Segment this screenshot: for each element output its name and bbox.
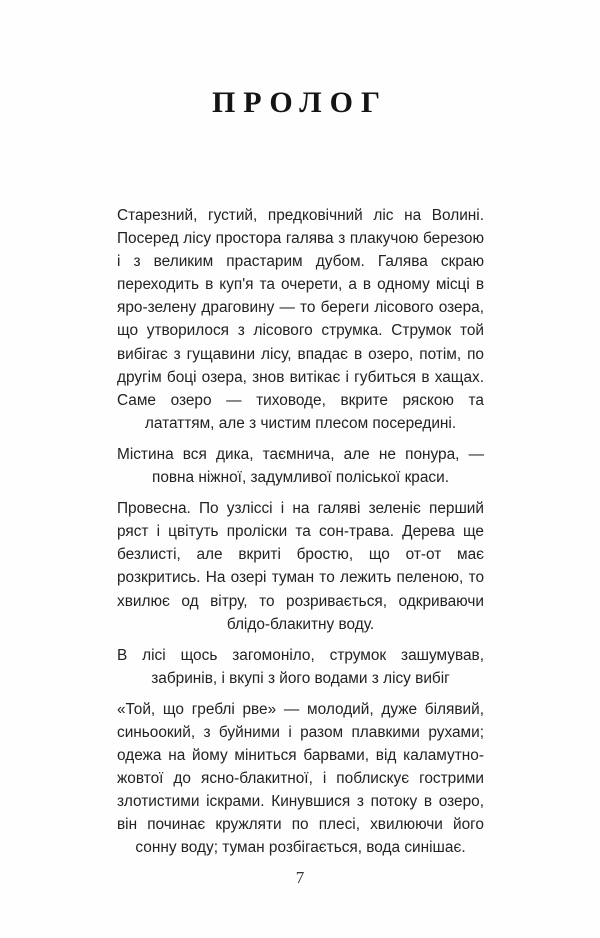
chapter-title: ПРОЛОГ bbox=[211, 86, 389, 119]
chapter-body bbox=[117, 204, 484, 868]
paragraph-early-spring: Провесна. По узліссі і на галяві зеленіє перший ряст і цвітуть проліски та сон-трава. Дерева ще безлисті, але вкриті бростю, що от-от має розкритись. На озері туман то лежить пеленою, то хвилює од вітру, то розривається, одкриваючи блідо-блакитну воду. bbox=[117, 500, 484, 633]
paragraph-forest-description: Старезний, густий, предковічний ліс на Волині. Посеред лісу простора галява з плакучою березою і з великим прастарим дубом. Галява скраю переходить в куп'я та очерети, а в одному місці в яро-зелену драговину — то береги лісового озера, що утворилося з лісового струмка. Струмок той вибігає з гущавини лісу, впадає в озеро, потім, по другім боці озера, знов витікає і губиться в хащах. Саме озеро — тиховоде, вкрите ряскою та лататтям, але з чистим плесом посередині. bbox=[117, 207, 484, 432]
paragraph-stream-noise: В лісі щось загомоніло, струмок зашумував, забринів, і вкупі з його водами з лісу вибіг bbox=[117, 646, 484, 687]
paragraph-place-mood: Містина вся дика, таємнича, але не понура, — повна ніжної, задумливої поліської краси. bbox=[117, 445, 484, 487]
paragraph-dam-breaker: «Той, що греблі рве» — молодий, дуже білявий, синьоокий, з буйними і разом плавкими рухами; одежа на йому міниться барвами, від каламутно-жовтої до ясно-блакитної, і поблискує гострими злотистими іскрами. Кинувшися з потоку в озеро, він починає кружляти по плесі, хвилюючи його сонну воду; туман розбігається, вода синішає. bbox=[117, 700, 484, 857]
page-number: 7 bbox=[295, 868, 305, 887]
